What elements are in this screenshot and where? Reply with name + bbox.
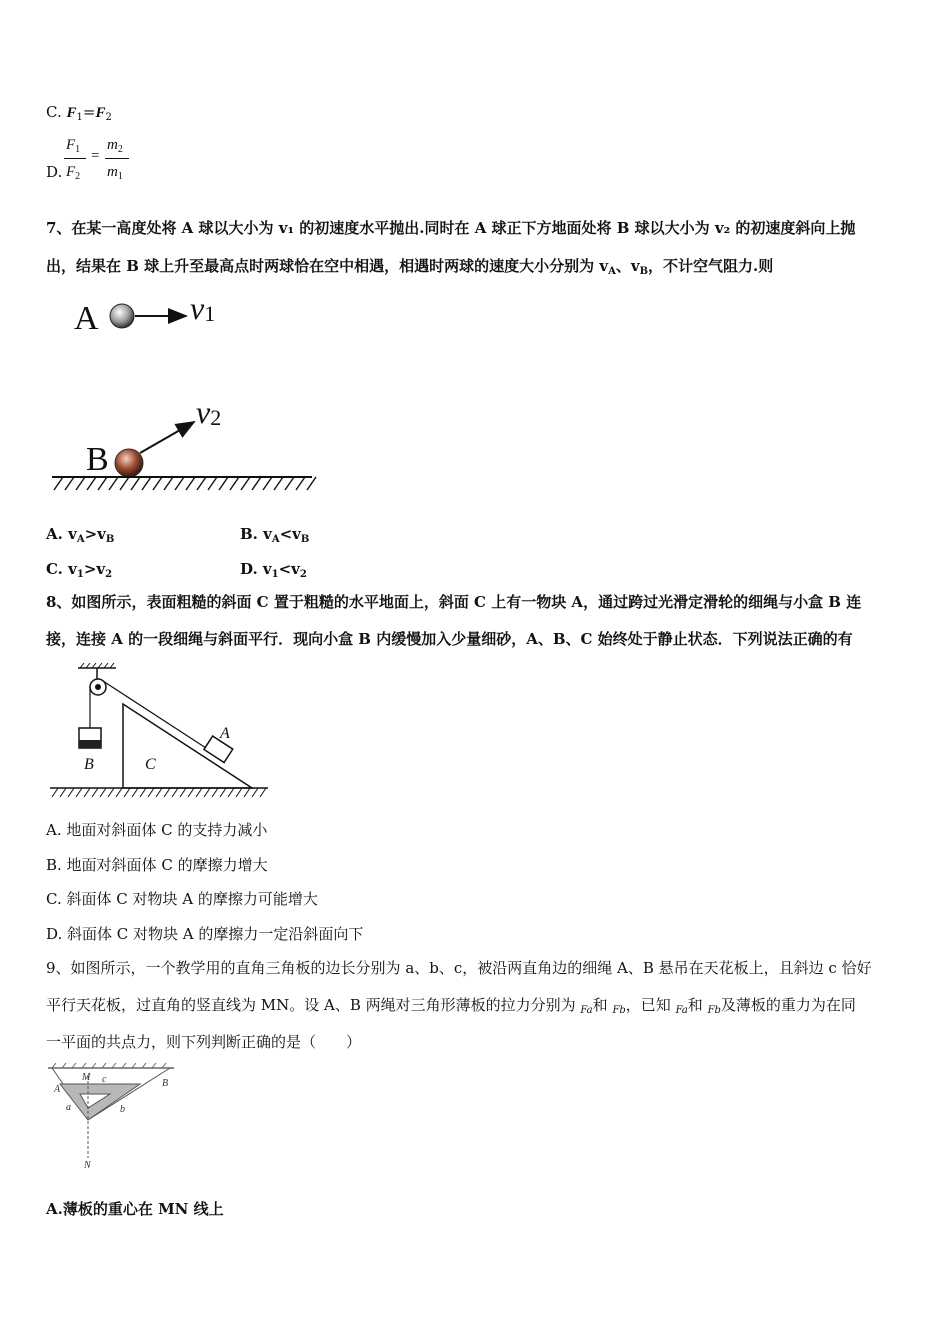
q9-figure (44, 1062, 184, 1172)
ball-b-label: B (86, 441, 109, 478)
q7-option-b: B. $v_A<v_B$ (240, 525, 310, 545)
label-b-rope: B (162, 1078, 169, 1089)
v1-label: v (190, 290, 205, 326)
triangle-board (60, 1084, 140, 1120)
q7-option-c: C. $v_1>v_2$ (46, 560, 113, 580)
q7-option-d: D. $v_1<v_2$ (240, 560, 307, 580)
q8-option-a: A. 地面对斜面体 C 的支持力减小 (46, 821, 268, 839)
label-b: B (84, 756, 94, 773)
q8-figure (46, 660, 276, 805)
v1-sub: 1 (204, 301, 216, 326)
ball-b (115, 449, 143, 477)
label-c-side: c (102, 1074, 107, 1085)
incline-c (123, 704, 252, 788)
svg-text:v1 (190, 290, 215, 326)
q9-stem-line1: 9、如图所示，一个教学用的直角三角板的边长分别为 a、b、c，被沿两直角边的细绳 A、B 悬吊在天花板上，且斜边 c 恰好 (46, 959, 872, 977)
label-a: A (220, 725, 230, 742)
label-m: M (82, 1072, 91, 1083)
ball-a (110, 304, 134, 328)
q6-option-d-prefix: D. (46, 163, 63, 181)
label-n: N (84, 1160, 91, 1171)
label-b-side: b (120, 1104, 125, 1115)
label-a-rope: A (54, 1084, 61, 1095)
q7-figure (40, 285, 330, 500)
label-c: C (145, 756, 156, 773)
label-a-side: a (66, 1102, 71, 1113)
q9-option-a: A.薄板的重心在 MN 线上 (46, 1200, 224, 1218)
q8-stem-line2: 接，连接 A 的一段细绳与斜面平行．现向小盒 B 内缓慢加入少量细砂，A、B、C 始终处于静止状态．下列说法正确的有 (46, 630, 853, 648)
svg-text:v2 (196, 394, 221, 430)
q7-stem-line2: 出，结果在 B 球上升至最高点时两球恰在空中相遇，相遇时两球的速度大小分别为 $v_A$、$v_B$，不计空气阻力.则 (46, 257, 774, 277)
q8-stem-line1: 8、如图所示，表面粗糙的斜面 C 置于粗糙的水平地面上，斜面 C 上有一物块 A，通过跨过光滑定滑轮的细绳与小盒 B 连 (46, 593, 862, 611)
q7-stem-line1: 7、在某一高度处将 A 球以大小为 v₁ 的初速度水平抛出.同时在 A 球正下方地面处将 B 球以大小为 v₂ 的初速度斜向上抛 (46, 219, 856, 237)
q8-option-b: B. 地面对斜面体 C 的摩擦力增大 (46, 856, 268, 874)
q9-stem-line3: 一平面的共点力，则下列判断正确的是（ ） (46, 1033, 362, 1051)
v2-sub: 2 (210, 405, 222, 430)
q7-option-a: A. $v_A>v_B$ (46, 525, 115, 545)
q8-option-d: D. 斜面体 C 对物块 A 的摩擦力一定沿斜面向下 (46, 925, 364, 943)
q8-option-c: C. 斜面体 C 对物块 A 的摩擦力可能增大 (46, 890, 318, 908)
q9-stem-line2: 平行天花板，过直角的竖直线为 MN。设 A、B 两绳对三角形薄板的拉力分别为 $_{Fa}$和 $_{Fb}$，已知 $_{Fa}$和 $_{Fb}$及薄板的重力为在同 (46, 996, 856, 1016)
q6-option-c: C. $F_1=F_2$ (46, 103, 112, 123)
v2-label: v (196, 394, 211, 430)
ball-a-label: A (74, 300, 99, 337)
